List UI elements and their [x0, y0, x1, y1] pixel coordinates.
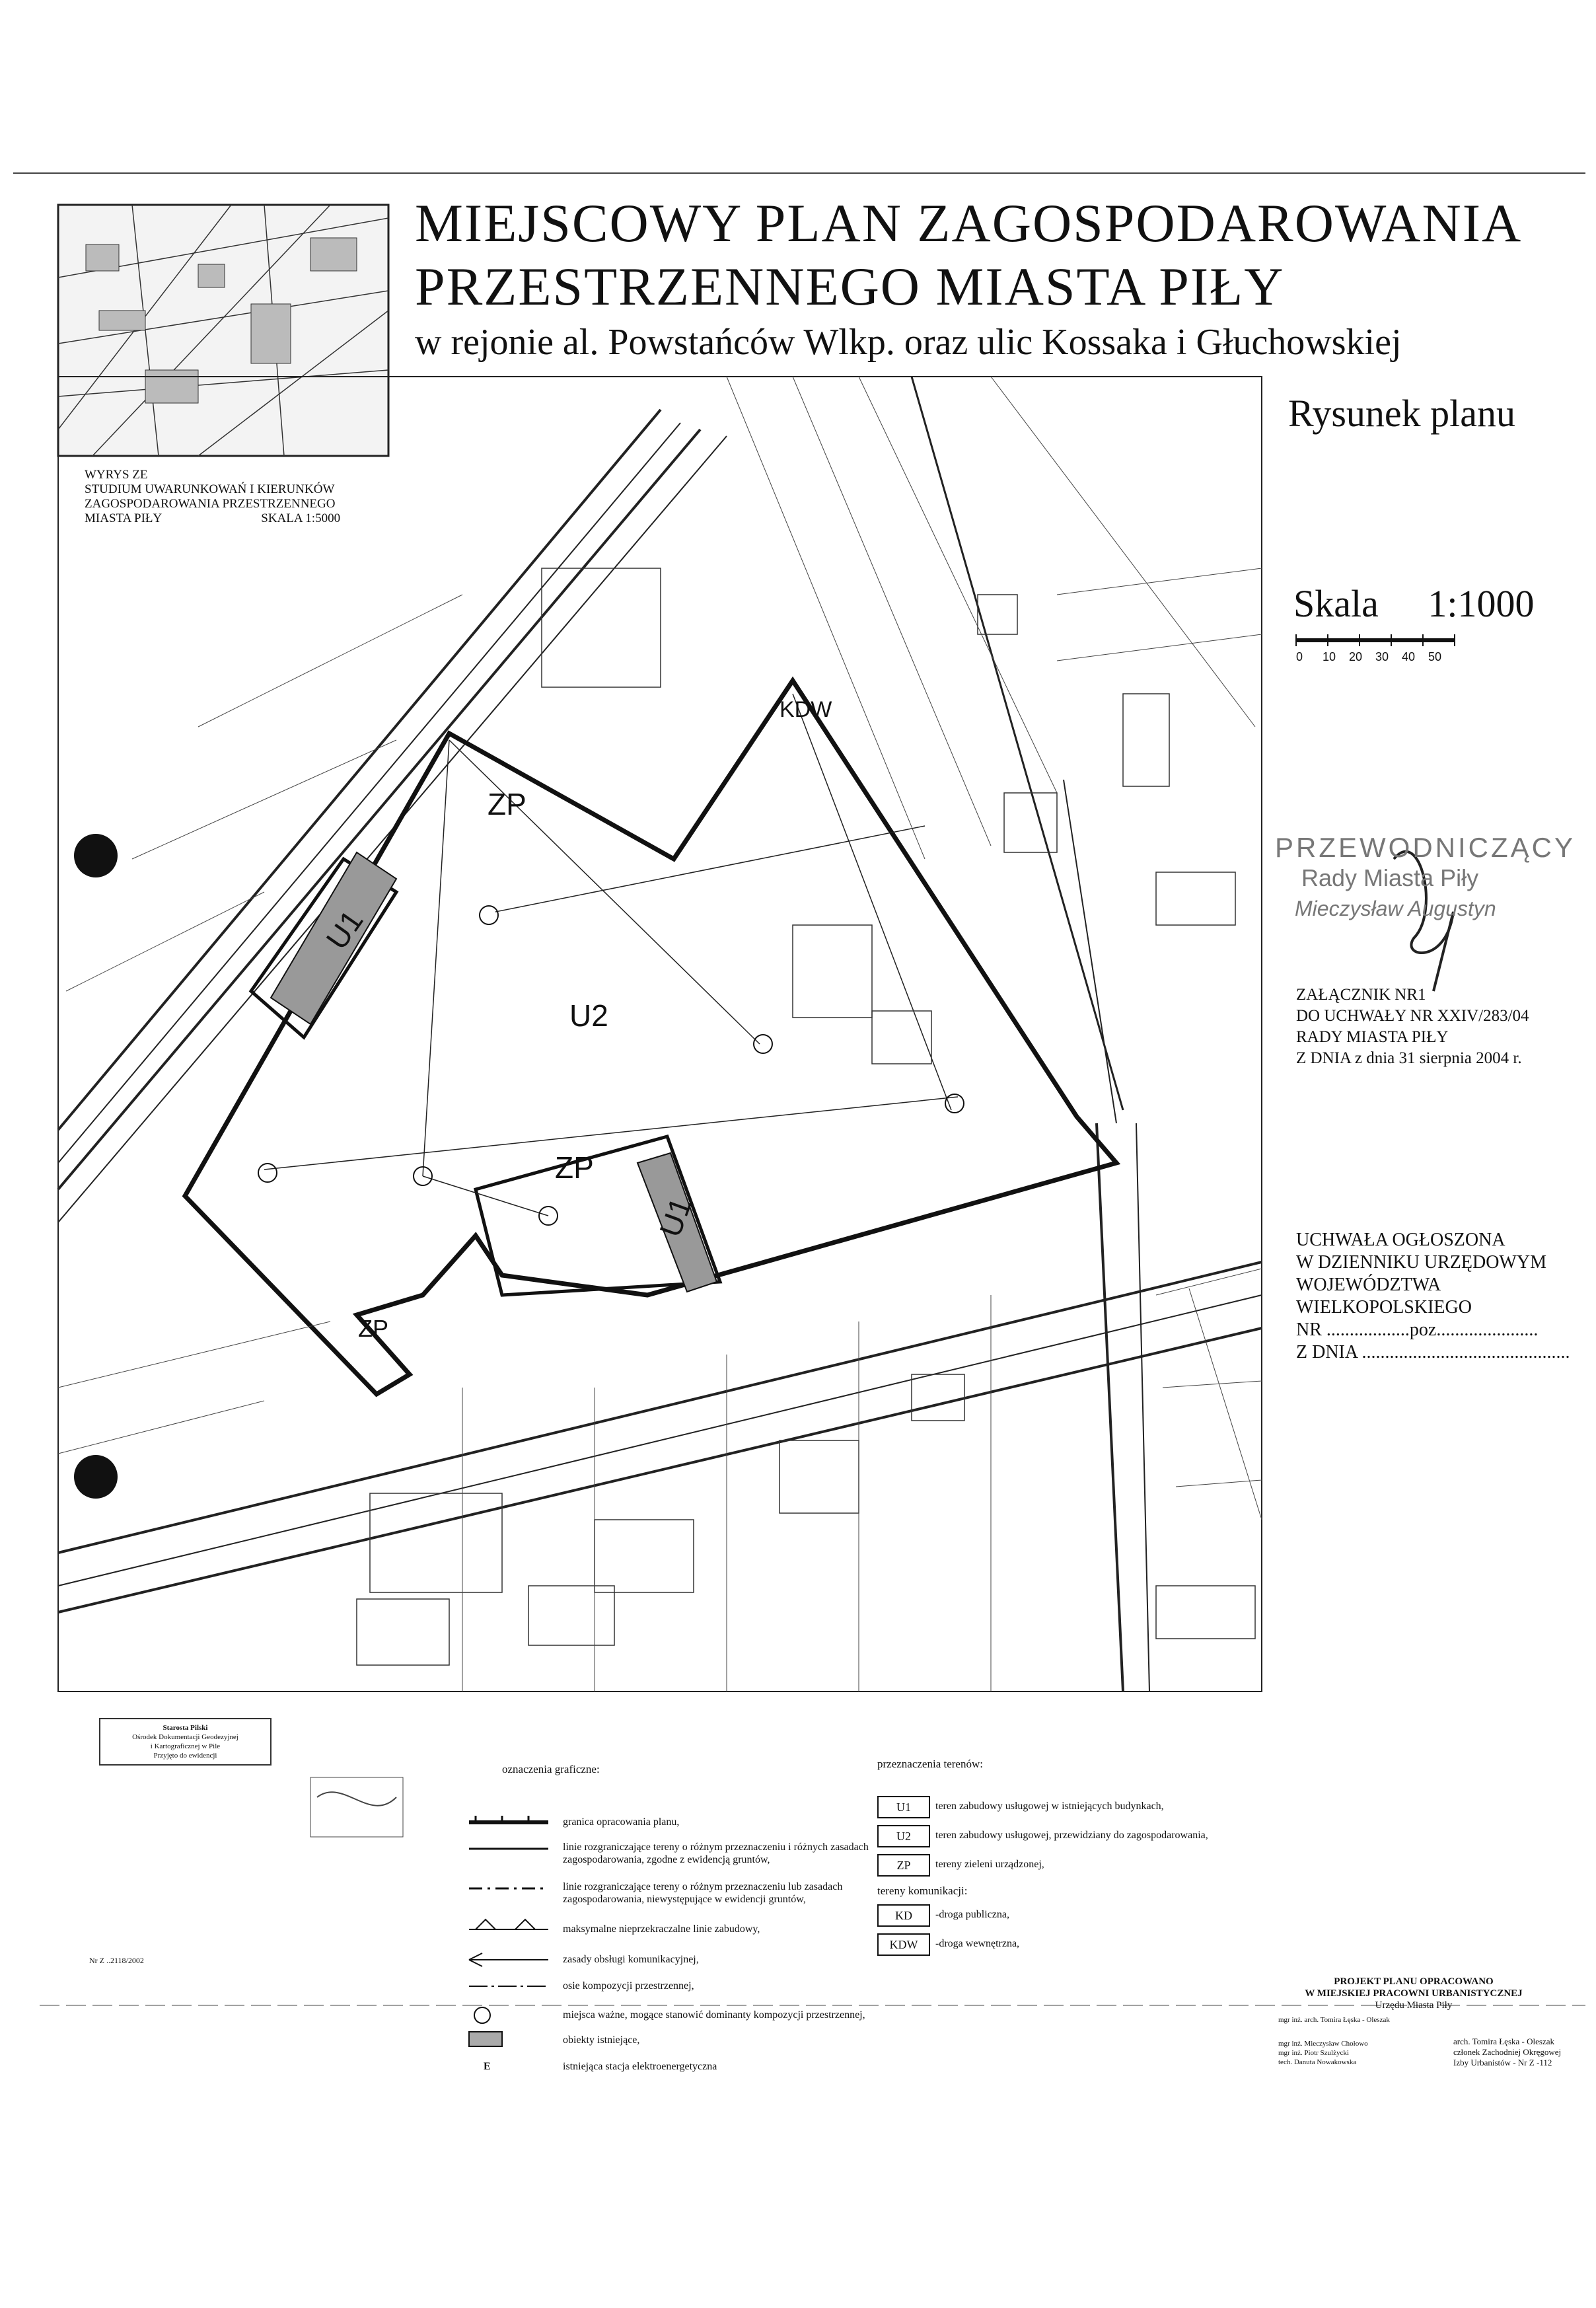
- scale-tick: 30: [1375, 650, 1389, 663]
- project-line: W MIEJSKIEJ PRACOWNI URBANISTYCZNEJ: [1305, 1988, 1523, 1999]
- scale-tick: 0: [1296, 650, 1303, 663]
- legend-e-symbol: E: [484, 2061, 491, 2072]
- attachment-line: Z DNIA z dnia 31 sierpnia 2004 r.: [1296, 1049, 1522, 1067]
- map-label-zp3: ZP: [358, 1315, 389, 1342]
- publication-line: WOJEWÓDZTWA: [1296, 1275, 1441, 1295]
- legend-item: maksymalne nieprzekraczalne linie zabudowy,: [563, 1923, 760, 1935]
- map-label-u2: U2: [569, 998, 608, 1033]
- scale-ticks: [1296, 650, 1455, 664]
- geodesy-stamp: [99, 1718, 272, 1766]
- geodesy-stamp-line: Przyjęto do ewidencji: [153, 1752, 217, 1760]
- wyrys-line: ZAGOSPODAROWANIA PRZESTRZENNEGO: [85, 497, 336, 511]
- road-code-box: KD: [877, 1904, 930, 1927]
- legend-item: miejsca ważne, mogące stanowić dominanty kompozycji przestrzennej,: [563, 2009, 865, 2021]
- project-credit: [1295, 1976, 1533, 2011]
- legend-symbols: [469, 1816, 548, 2046]
- zone-code-box: U2: [877, 1825, 930, 1847]
- attachment-note: [1296, 985, 1529, 1069]
- scale-value: 1:1000: [1428, 582, 1535, 625]
- signature-block: [1453, 2036, 1561, 2068]
- project-line: PROJEKT PLANU OPRACOWANO: [1334, 1976, 1494, 1987]
- publication-note: [1296, 1229, 1570, 1364]
- scale-tick: 40: [1402, 650, 1416, 663]
- zone-desc: teren zabudowy usługowej w istniejących budynkach,: [935, 1801, 1164, 1812]
- legend-item: linie rozgraniczające tereny o różnym przeznaczeniu lub zasadach zagospodarowania, niewystępujące w ewidencji gruntów,: [563, 1881, 843, 1905]
- inset-caption: [85, 468, 340, 526]
- publication-line: W DZIENNIKU URZĘDOWYM: [1296, 1252, 1546, 1273]
- legend-zones-title: przeznaczenia terenów:: [877, 1758, 983, 1770]
- stamp-line: Rady Miasta Piły: [1301, 864, 1479, 891]
- title-line-2: PRZESTRZENNEGO MIASTA PIŁY: [415, 256, 1285, 316]
- project-authors: [1278, 2015, 1390, 2067]
- signature-line: członek Zachodniej Okręgowej: [1453, 2047, 1562, 2057]
- scale-tick: 20: [1349, 650, 1363, 663]
- map-label-u1b: U1: [652, 1193, 698, 1242]
- stamp-line: PRZEWODNICZĄCY: [1275, 832, 1576, 863]
- legend-item: obiekty istniejące,: [563, 2034, 640, 2046]
- signature-line: Izby Urbanistów - Nr Z -112: [1453, 2058, 1552, 2067]
- legend-item: istniejąca stacja elektroenergetyczna: [563, 2061, 717, 2072]
- publication-line: WIELKOPOLSKIEGO: [1296, 1297, 1472, 1318]
- publication-line: Z DNIA .............................................: [1296, 1342, 1570, 1362]
- signature-line: arch. Tomira Łęska - Oleszak: [1453, 2036, 1554, 2046]
- attachment-line: DO UCHWAŁY NR XXIV/283/04: [1296, 1007, 1529, 1025]
- seal-drawing: [310, 1777, 403, 1837]
- road-code-box: KDW: [877, 1933, 930, 1956]
- zone-desc: teren zabudowy usługowej, przewidziany do zagospodarowania,: [935, 1830, 1208, 1841]
- inset-location-map: [58, 205, 388, 456]
- publication-line: UCHWAŁA OGŁOSZONA: [1296, 1230, 1505, 1250]
- author-line: mgr inż. Mieczysław Chołowo: [1278, 2040, 1368, 2048]
- legend-item: zasady obsługi komunikacyjnej,: [563, 1954, 699, 1965]
- stamp-line: Mieczysław Augustyn: [1295, 897, 1496, 920]
- geodesy-stamp-line: Ośrodek Dokumentacji Geodezyjnej: [132, 1733, 238, 1741]
- author-line: mgr inż. Piotr Szulżycki: [1278, 2049, 1349, 2057]
- chairman-stamp: [1275, 833, 1576, 924]
- geodesy-stamp-line: i Kartograficznej w Pile: [150, 1742, 221, 1750]
- title-line-1: MIEJSCOWY PLAN ZAGOSPODAROWANIA: [415, 193, 1523, 253]
- plan-subtitle: w rejonie al. Powstańców Wlkp. oraz ulic Kossaka i Głuchowskiej: [415, 322, 1402, 363]
- scale-tick: 10: [1323, 650, 1336, 663]
- project-line: Urzędu Miasta Piły: [1375, 2000, 1453, 2011]
- wyrys-line: WYRYS ZE: [85, 468, 148, 482]
- drawing-label: Rysunek planu: [1288, 392, 1516, 435]
- map-label-zp2: ZP: [555, 1150, 594, 1185]
- wyrys-line: STUDIUM UWARUNKOWAŃ I KIERUNKÓW: [85, 482, 335, 496]
- legend-item: granica opracowania planu,: [563, 1816, 680, 1828]
- scale-label: [1293, 581, 1534, 626]
- zone-code-box: U1: [877, 1796, 930, 1818]
- scale-bar: [1296, 634, 1455, 646]
- attachment-line: RADY MIASTA PIŁY: [1296, 1028, 1449, 1046]
- attachment-line: ZAŁĄCZNIK NR1: [1296, 986, 1426, 1004]
- legend-item: osie kompozycji przestrzennej,: [563, 1980, 694, 1992]
- author-line: tech. Danuta Nowakowska: [1278, 2058, 1357, 2066]
- plan-title: [415, 192, 1522, 318]
- legend-roads-title: tereny komunikacji:: [877, 1884, 968, 1897]
- road-desc: -droga wewnętrzna,: [935, 1938, 1020, 1949]
- geodesy-stamp-line: Starosta Pilski: [163, 1724, 208, 1732]
- publication-line: NR ..................poz......................: [1296, 1320, 1539, 1340]
- registry-number: Nr Z ..2118/2002: [89, 1956, 144, 1965]
- map-label-u1a: U1: [319, 903, 370, 956]
- author-line: mgr inż. arch. Tomira Łęska - Oleszak: [1278, 2016, 1390, 2024]
- legend-item: linie rozgraniczające tereny o różnym przeznaczeniu i różnych zasadach zagospodarowania, zgodne z ewidencją gruntów,: [563, 1842, 869, 1865]
- scale-word: Skala: [1293, 582, 1379, 625]
- scale-tick: 50: [1428, 650, 1442, 663]
- zone-desc: tereny zieleni urządzonej,: [935, 1859, 1044, 1870]
- map-label-zp1: ZP: [488, 787, 526, 821]
- road-desc: -droga publiczna,: [935, 1909, 1009, 1920]
- map-label-kdw: KDW: [780, 697, 832, 722]
- zone-code-box: ZP: [877, 1854, 930, 1877]
- legend-graphics-title: oznaczenia graficzne:: [502, 1763, 600, 1775]
- wyrys-line: MIASTA PIŁY SKALA 1:5000: [85, 511, 341, 525]
